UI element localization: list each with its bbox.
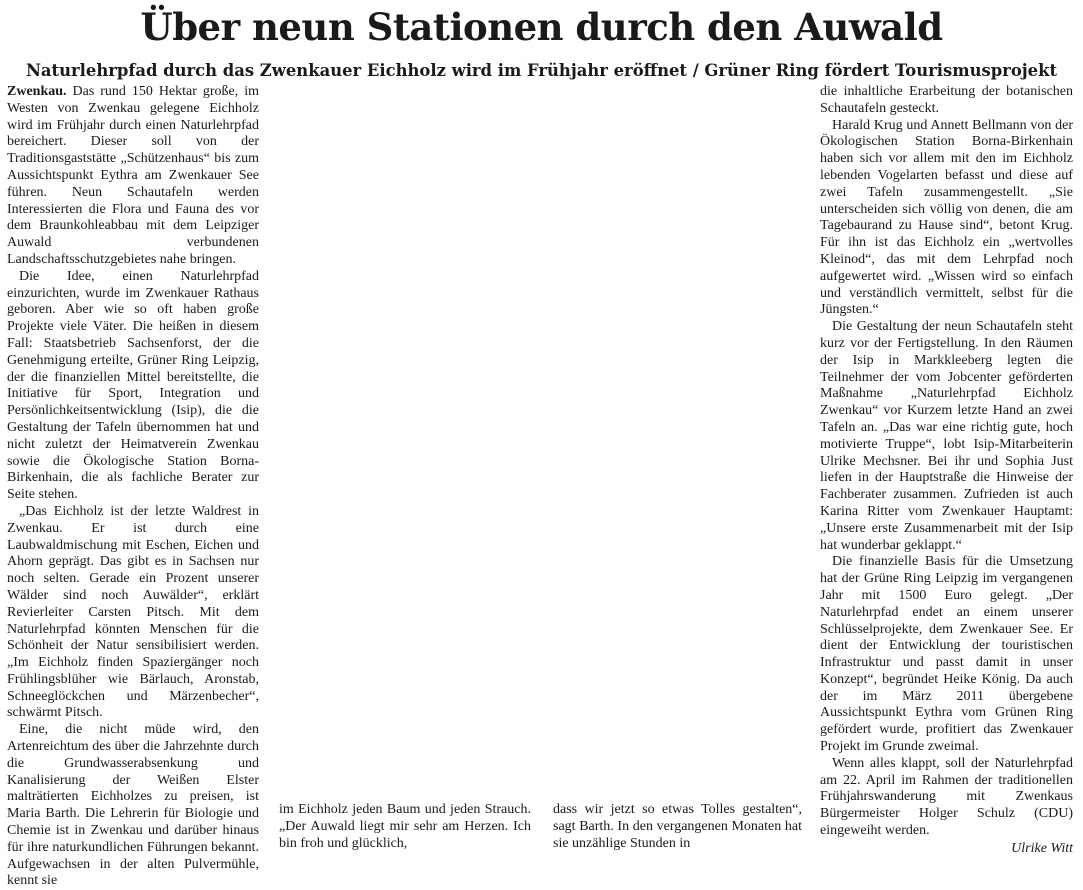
paragraph: „Das Eichholz ist der letzte Waldrest in Zwenkau. Er ist durch eine Laubwaldmischung mit Eschen, Eichen und Ahorn geprägt. Das gibt es in Sachsen nur noch selten. Gerade ein Prozent unserer Wälder sind noch Auwälder“, erklärt Revierleiter Carsten Pitsch. Mit dem Naturlehrpfad könnten Menschen für die Schönheit der Natur sensibilisiert werden. „Im Eichholz finden Spaziergänger noch Frühlingsblüher wie Bärlauch, Aronstab, Schneeglöckchen und Märzenbecher“, schwärmt Pitsch. — [7, 503, 259, 721]
paragraph: Die Idee, einen Naturlehrpfad einzurichten, wurde im Zwenkauer Rathaus geboren. Aber wie so oft haben große Projekte viele Väter. Die heißen in diesem Fall: Staatsbetrieb Sachsenforst, der die Genehmigung erteilte, Grüner Ring Leipzig, der die finanziellen Mittel bereitstellte, die Initiative für Sport, Integration und Persönlichkeitsentwicklung (Isip), die die Gestaltung der Tafeln übernommen hat und nicht zuletzt der Heimatverein Zwenkau sowie die Ökologische Station Borna-Birkenhain, die als fachliche Berater zur Seite stehen. — [7, 268, 259, 503]
article-column-2 — [279, 802, 531, 852]
paragraph: dass wir jetzt so etwas Tolles gestalten“, sagt Barth. In den vergangenen Monaten hat sie unzählige Stunden in — [553, 802, 802, 851]
subheadline: Naturlehrpfad durch das Zwenkauer Eichholz wird im Frühjahr eröffnet / Grüner Ring fördert Tourismusprojekt — [25, 61, 1058, 80]
paragraph: Die finanzielle Basis für die Umsetzung hat der Grüne Ring Leipzig im vergangenen Jahr mit 1500 Euro gelegt. „Der Naturlehrpfad endet an einem unserer Schlüsselprojekte, dem Zwenkauer See. Er dient der Entwicklung der touristischen Infrastruktur und passt damit in unser Konzept“, begründet Heike König. Da auch der im März 2011 übergebene Aussichtspunkt Eythra vom Grünen Ring gefördert wurde, profitiert das Zwenkauer Projekt im Grunde zweimal. — [820, 554, 1073, 755]
paragraph: Eine, die nicht müde wird, den Artenreichtum des über die Jahrzehnte durch die Grundwasserabsenkung und Kanalisierung der Weißen Elster malträtierten Eichholzes zu preisen, ist Maria Barth. Die Lehrerin für Biologie und Chemie ist in Zwenkau und darüber hinaus für ihre naturkundlichen Führungen bekannt. Aufgewachsen in der alten Pulvermühle, kennt sie — [7, 722, 259, 889]
article-column-3 — [553, 802, 802, 852]
paragraph: Wenn alles klappt, soll der Naturlehrpfad am 22. April im Rahmen der traditionellen Frühjahrswanderung mit Zwenkaus Bürgermeister Holger Schulz (CDU) eingeweiht werden. — [820, 755, 1073, 839]
article-column-4 — [820, 84, 1073, 857]
paragraph: im Eichholz jeden Baum und jeden Strauch. „Der Auwald liegt mir sehr am Herzen. Ich bin froh und glücklich, — [279, 802, 531, 851]
paragraph: Die Gestaltung der neun Schautafeln steht kurz vor der Fertigstellung. In den Räumen der Isip in Markkleeberg legten die Teilnehmer der vom Jobcenter geförderten Maßnahme „Naturlehrpfad Eichholz Zwenkau“ vor Kurzem letzte Hand an zwei Tafeln an. „Das war eine richtig gute, hoch motivierte Truppe“, lobt Isip-Mitarbeiterin Ulrike Mechsner. Bei ihr und Sophia Just liefen in der Hauptstraße die Hinweise der Fachberater zusammen. Zufrieden ist auch Karina Ritter vom Zwenkauer Hauptamt: „Unsere erste Zusammenarbeit mit der Isip hat wunderbar geklappt.“ — [820, 319, 1073, 553]
paragraph-text: Das rund 150 Hektar große, im Westen von Zwenkau gelegene Eichholz wird im Frühjahr durch einen Naturlehrpfad bereichert. Dieser soll von der Traditionsgaststätte „Schützenhaus“ bis zum Aussichtspunkt Eythra am Zwenkauer See führen. Neun Schautafeln werden Interessierten die Flora und Fauna des vor dem Braunkohleabbau mit dem Leipziger Auwald verbundenen Landschaftsschutzgebietes nahe bringen. — [7, 84, 259, 267]
author-byline: Ulrike Witt — [1011, 840, 1073, 856]
paragraph — [7, 84, 259, 269]
paragraph: Harald Krug und Annett Bellmann von der Ökologischen Station Borna-Birkenhain haben sich vor allem mit den im Eichholz lebenden Vogelarten befasst und diese auf zwei Tafeln zusammengestellt. „Sie unterscheiden sich völlig von denen, die am Tagebaurand zu Hause sind“, betont Krug. Für ihn ist das Eichholz ein „wertvolles Kleinod“, das mit dem Lehrpfad noch aufgewertet wird. „Wissen wird so einfach und verständlich vermittelt, selbst für die Jüngsten.“ — [820, 117, 1073, 318]
headline: Über neun Stationen durch den Auwald — [140, 5, 943, 49]
article-column-1 — [7, 84, 259, 890]
paragraph: die inhaltliche Erarbeitung der botanischen Schautafeln gesteckt. — [820, 84, 1073, 116]
dateline: Zwenkau. — [7, 84, 67, 99]
